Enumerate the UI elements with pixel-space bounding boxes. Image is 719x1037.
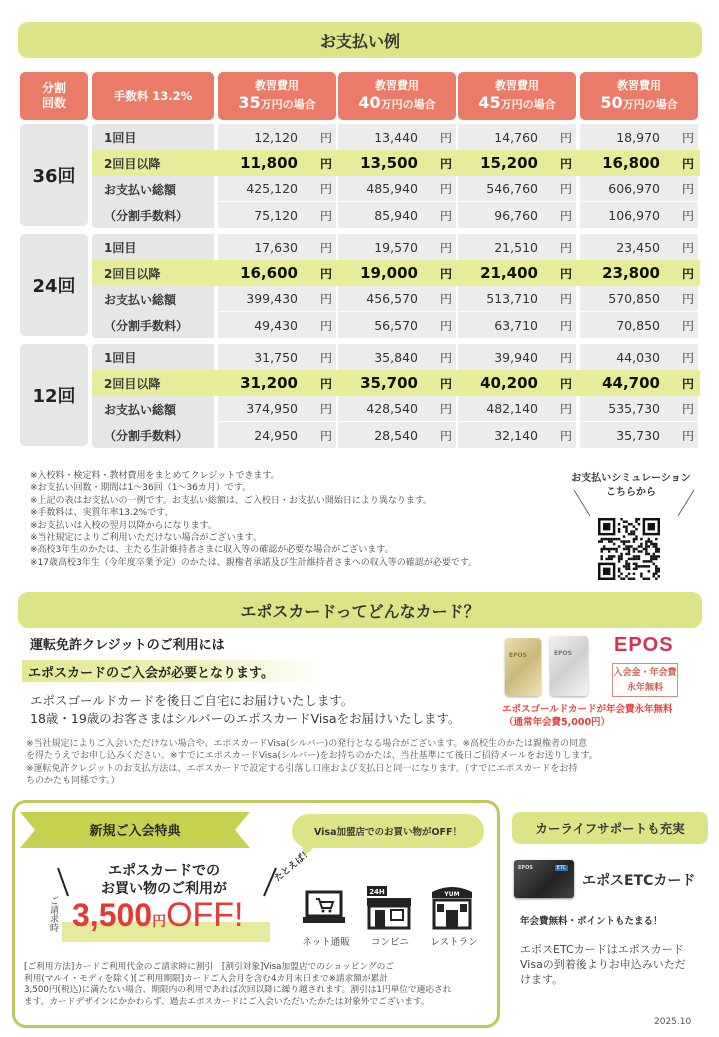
row-label: （分割手数料） — [92, 202, 214, 228]
note-line: ※手数料は、実質年率13.2%です。 — [30, 508, 174, 519]
fine-line: を得たうえでお申し込みください。※すでにエポスカードVisa(シルバー)をお持ちのかたは、当社基準にて後日ご招待メールをお送りします。 — [26, 751, 598, 762]
header-col-top: 教習費用 — [255, 78, 299, 92]
header-col-amount — [478, 93, 555, 114]
table-cell — [580, 286, 698, 312]
cell-value: 16,800 — [602, 154, 660, 172]
cell-unit: 円 — [559, 130, 572, 145]
header-amount-value: 45 — [478, 92, 501, 112]
etc-description — [520, 942, 708, 987]
cell-value: 570,850 — [608, 291, 660, 306]
cell-unit: 円 — [319, 266, 332, 281]
card-lead: 運転免許クレジットのご利用には — [30, 638, 225, 653]
row-label: （分割手数料） — [92, 422, 214, 448]
icon-label-online: ネット通販 — [302, 937, 350, 948]
table-cell — [218, 370, 336, 396]
cell-value: 56,570 — [374, 317, 418, 333]
cell-value: 28,540 — [374, 427, 418, 443]
cell-unit: 円 — [681, 208, 694, 223]
cell-unit: 円 — [319, 208, 332, 223]
table-cell — [458, 202, 576, 228]
table-cell — [338, 202, 456, 228]
promo-bubble: Visa加盟店でのお買い物がOFF！ — [292, 814, 484, 848]
cell-unit: 円 — [559, 376, 572, 391]
cell-unit: 円 — [319, 182, 332, 196]
row-label: 2回目以降 — [92, 150, 214, 176]
cell-value: 12,120 — [254, 129, 298, 145]
cell-unit: 円 — [439, 240, 452, 255]
cell-value: 21,510 — [494, 239, 538, 255]
table-cell — [338, 396, 456, 422]
note-line: ※高校3年生のかたは、主たる生計維持者さまに収入等の確認が必要な場合がございます。 — [30, 545, 394, 556]
cell-value: 35,730 — [616, 427, 660, 443]
table-cell — [338, 176, 456, 202]
header-amount-value: 35 — [238, 92, 261, 112]
table-cell — [338, 234, 456, 260]
gold-free-note: エポスゴールドカードが年会費永年無料 （通常年会費5,000円） — [502, 704, 673, 728]
cell-unit: 円 — [439, 266, 452, 281]
cell-value: 482,140 — [486, 401, 538, 416]
cell-value: 11,800 — [240, 154, 298, 172]
cell-unit: 円 — [681, 376, 694, 391]
table-cell — [338, 286, 456, 312]
row-label: お支払い総額 — [92, 286, 214, 312]
table-cell — [338, 422, 456, 448]
cell-unit: 円 — [681, 130, 694, 145]
table-cell — [458, 150, 576, 176]
cell-value: 513,710 — [486, 291, 538, 306]
fine-line: ※当社規定によりご入会いただけない場合や、エポスカードVisa(シルバー)の発行となる場合がございます。※高校生のかたは親権者の同意 — [26, 739, 588, 749]
group-label: 24回 — [20, 234, 88, 336]
card-description: エポスゴールドカードを後日ご自宅にお届けいたします。 18歳・19歳のお客さまはシルバーのエポスカードVisaをお届けいたします。 — [30, 693, 461, 726]
table-cell — [218, 312, 336, 338]
cell-value: 399,430 — [246, 291, 298, 306]
cell-value: 13,500 — [360, 154, 418, 172]
table-cell — [580, 234, 698, 260]
header-col-top: 教習費用 — [375, 78, 419, 92]
table-cell — [580, 202, 698, 228]
cell-value: 606,970 — [608, 181, 660, 196]
row-label: お支払い総額 — [92, 176, 214, 202]
cell-value: 535,730 — [608, 401, 660, 416]
card-fineprint — [26, 738, 696, 788]
cell-value: 425,120 — [246, 181, 298, 196]
cell-unit: 円 — [681, 318, 694, 333]
cell-value: 456,570 — [366, 291, 418, 306]
fine-line: 3,500円(税込)に満たない場合、期限内の利用であれば次回以降に繰り越されます。割引は1円単位で適応され — [24, 985, 452, 995]
qr-code-icon[interactable] — [598, 518, 660, 580]
row-label: 1回目 — [92, 234, 214, 260]
table-cell — [218, 286, 336, 312]
table-cell — [458, 176, 576, 202]
issue-date: 2025.10 — [654, 1017, 692, 1027]
table-cell — [458, 396, 576, 422]
table-cell — [580, 370, 698, 396]
cell-unit: 円 — [681, 266, 694, 281]
table-cell — [580, 344, 698, 370]
promo-headline: エポスカードでの お買い物のご利用が — [101, 863, 227, 897]
etc-subtitle: 年会費無料・ポイントもたまる！ — [520, 916, 663, 927]
table-cell — [580, 396, 698, 422]
cell-value: 40,200 — [480, 374, 538, 392]
cell-unit: 円 — [559, 350, 572, 365]
cell-unit: 円 — [559, 292, 572, 306]
cell-unit: 円 — [559, 402, 572, 416]
row-label: お支払い総額 — [92, 396, 214, 422]
header-amount-unit: 万円の場合 — [622, 97, 678, 111]
cell-value: 31,750 — [254, 349, 298, 365]
row-label: 2回目以降 — [92, 260, 214, 286]
table-cell — [338, 344, 456, 370]
cell-value: 13,440 — [374, 129, 418, 145]
table-cell — [218, 260, 336, 286]
table-cell — [218, 176, 336, 202]
table-cell — [580, 150, 698, 176]
group-label: 36回 — [20, 124, 88, 226]
tatoeba-label: たとえば！ — [273, 847, 314, 884]
cell-unit: 円 — [319, 292, 332, 306]
fine-line: [ご利用方法]カードご利用代金のご請求時に割引 [割引対象]Visa加盟店でのショッピングのご — [24, 962, 395, 972]
table-cell — [338, 370, 456, 396]
header-col-0 — [218, 72, 336, 120]
cell-unit: 円 — [559, 208, 572, 223]
cell-value: 35,700 — [360, 374, 418, 392]
fine-line: ます。カードデザインにかかわらず、過去エポスカードにご入会いただいたかたは対象外でございます。 — [24, 996, 430, 1007]
convenience-store-icon — [365, 886, 413, 930]
cell-value: 75,120 — [254, 207, 298, 223]
section-title-card: エポスカードってどんなカード？ — [18, 592, 702, 628]
cell-unit: 円 — [559, 240, 572, 255]
simulation-label: お支払いシミュレーション こちらから — [571, 473, 691, 498]
gold-card-image: EPOS — [505, 638, 541, 696]
free-badge: 入会金・年会費 永年無料 — [612, 663, 678, 697]
table-cell — [218, 234, 336, 260]
cell-unit: 円 — [681, 402, 694, 416]
etc-card-image: EPOS ETC — [514, 860, 574, 898]
table-cell — [458, 422, 576, 448]
cell-value: 63,710 — [494, 317, 538, 333]
note-line: ※入校料・検定料・教材費用をまとめてクレジットできます。 — [30, 471, 280, 481]
note-line: ※当社規定によりご利用いただけない場合がございます。 — [30, 533, 262, 544]
table-cell — [338, 260, 456, 286]
cell-unit: 円 — [559, 318, 572, 333]
cell-unit: 円 — [319, 350, 332, 365]
note-line: ※17歳高校3年生（今年度卒業予定）のかたは、親権者承諾及び生計維持者さまへの収入等の確認が必要です。 — [30, 557, 478, 568]
table-cell — [218, 344, 336, 370]
cell-unit: 円 — [439, 130, 452, 145]
card-lead-highlight: エポスカードのご入会が必要となります。 — [22, 660, 322, 682]
cell-unit: 円 — [439, 402, 452, 416]
silver-card-image: EPOS — [550, 636, 588, 696]
cell-value: 85,940 — [374, 207, 418, 223]
cell-value: 44,700 — [602, 374, 660, 392]
svg-text:24H: 24H — [369, 888, 385, 896]
cell-value: 14,760 — [494, 129, 538, 145]
cell-value: 23,800 — [602, 264, 660, 282]
cell-unit: 円 — [681, 428, 694, 443]
table-cell — [580, 260, 698, 286]
cell-value: 35,840 — [374, 349, 418, 365]
cell-value: 374,950 — [246, 401, 298, 416]
svg-text:YUM: YUM — [444, 891, 460, 898]
header-col-2 — [458, 72, 576, 120]
table-cell — [458, 286, 576, 312]
table-cell — [580, 312, 698, 338]
cell-value: 19,570 — [374, 239, 418, 255]
table-cell — [218, 124, 336, 150]
header-col-top: 教習費用 — [617, 78, 661, 92]
notes — [30, 470, 560, 569]
cell-unit: 円 — [439, 318, 452, 333]
header-fee: 手数料 13.2% — [92, 72, 214, 120]
cell-value: 16,600 — [240, 264, 298, 282]
header-col-amount — [358, 93, 435, 114]
table-cell — [338, 312, 456, 338]
cell-value: 44,030 — [616, 349, 660, 365]
cell-unit: 円 — [319, 318, 332, 333]
cell-unit: 円 — [681, 240, 694, 255]
cell-value: 485,940 — [366, 181, 418, 196]
cell-value: 546,760 — [486, 181, 538, 196]
cell-value: 49,430 — [254, 317, 298, 333]
etc-desc-line: Visaの到着後よりお申込みいただ — [520, 958, 686, 971]
cell-unit: 円 — [681, 292, 694, 306]
cell-unit: 円 — [319, 376, 332, 391]
cell-value: 70,850 — [616, 317, 660, 333]
header-col-3 — [580, 72, 698, 120]
cell-value: 19,000 — [360, 264, 418, 282]
cell-unit: 円 — [559, 182, 572, 196]
cell-value: 39,940 — [494, 349, 538, 365]
promo-amount: 3,500円OFF! — [72, 896, 244, 934]
table-cell — [218, 422, 336, 448]
section-title-examples: お支払い例 — [18, 22, 702, 58]
header-col-top: 教習費用 — [495, 78, 539, 92]
table-cell — [580, 124, 698, 150]
group-label: 12回 — [20, 344, 88, 446]
header-amount-unit: 万円の場合 — [500, 97, 556, 111]
header-col-amount — [600, 93, 677, 114]
header-amount-value: 40 — [358, 92, 381, 112]
header-col-amount — [238, 93, 315, 114]
table-cell — [458, 370, 576, 396]
cell-unit: 円 — [439, 292, 452, 306]
table-cell — [458, 312, 576, 338]
cell-value: 24,950 — [254, 427, 298, 443]
promo-fineprint — [24, 962, 494, 1008]
row-label: 2回目以降 — [92, 370, 214, 396]
cell-unit: 円 — [439, 376, 452, 391]
cell-unit: 円 — [319, 130, 332, 145]
etc-desc-line: けます。 — [520, 973, 564, 986]
etc-header: カーライフサポートも充実 — [512, 812, 708, 844]
header-amount-value: 50 — [600, 92, 623, 112]
cell-value: 32,140 — [494, 427, 538, 443]
cell-unit: 円 — [681, 156, 694, 171]
table-cell — [458, 124, 576, 150]
header-amount-unit: 万円の場合 — [260, 97, 316, 111]
cell-value: 17,630 — [254, 239, 298, 255]
cell-unit: 円 — [319, 240, 332, 255]
table-cell — [580, 176, 698, 202]
table-cell — [458, 260, 576, 286]
cell-value: 23,450 — [616, 239, 660, 255]
table-cell — [458, 344, 576, 370]
cell-value: 15,200 — [480, 154, 538, 172]
cell-unit: 円 — [319, 156, 332, 171]
epos-logo: EPOS — [614, 634, 674, 656]
table-cell — [338, 150, 456, 176]
header-amount-unit: 万円の場合 — [380, 97, 436, 111]
promo-ribbon-label: 新規ご入会特典 — [89, 824, 181, 839]
cell-unit: 円 — [319, 402, 332, 416]
table-cell — [338, 124, 456, 150]
table-cell — [218, 396, 336, 422]
icon-label-conbini: コンビニ — [370, 937, 409, 948]
laptop-cart-icon — [303, 888, 345, 930]
fine-line: ※運転免許クレジットのお支払方法は、エポスカードで設定する引落し口座および支払日と同一になります。（すでにエポスカードをお持 — [26, 763, 578, 774]
table-cell — [218, 202, 336, 228]
cell-value: 106,970 — [608, 207, 660, 223]
cell-unit: 円 — [559, 156, 572, 171]
icon-label-restaurant: レストラン — [430, 937, 478, 948]
cell-unit: 円 — [559, 266, 572, 281]
etc-title: エポスETCカード — [582, 873, 696, 889]
cell-unit: 円 — [439, 182, 452, 196]
cell-unit: 円 — [319, 428, 332, 443]
header-col-1 — [338, 72, 456, 120]
cell-unit: 円 — [439, 428, 452, 443]
table-cell — [580, 422, 698, 448]
restaurant-icon — [430, 886, 474, 930]
fine-line: 利用(マルイ・モディを除く)[ご利用期限]カードご入会月を含む4カ月末日まで※請求額が累計 — [24, 973, 389, 984]
cell-value: 21,400 — [480, 264, 538, 282]
promo-side-label: ご請求時 — [48, 896, 58, 932]
cell-unit: 円 — [681, 350, 694, 365]
note-line: ※お支払いは入校の翌月以降からになります。 — [30, 520, 217, 531]
cell-value: 428,540 — [366, 401, 418, 416]
note-line: ※お支払い回数・期間は1～36回（1～36カ月）です。 — [30, 483, 252, 494]
cell-unit: 円 — [439, 350, 452, 365]
cell-unit: 円 — [439, 208, 452, 223]
cell-value: 31,200 — [240, 374, 298, 392]
note-line: ※上記の表はお支払いの一例です。お支払い総額は、ご入校日・お支払い開始日により異なります。 — [30, 495, 433, 506]
table-cell — [218, 150, 336, 176]
header-installments: 分割 回数 — [20, 72, 88, 120]
row-label: （分割手数料） — [92, 312, 214, 338]
cell-unit: 円 — [681, 182, 694, 196]
table-cell — [458, 234, 576, 260]
etc-desc-line: エポスETCカードはエポスカード — [520, 943, 684, 956]
cell-unit: 円 — [559, 428, 572, 443]
cell-value: 96,760 — [494, 207, 538, 223]
cell-value: 18,970 — [616, 129, 660, 145]
row-label: 1回目 — [92, 124, 214, 150]
cell-unit: 円 — [439, 156, 452, 171]
row-label: 1回目 — [92, 344, 214, 370]
fine-line: ちのかたも同様です。） — [26, 776, 120, 787]
